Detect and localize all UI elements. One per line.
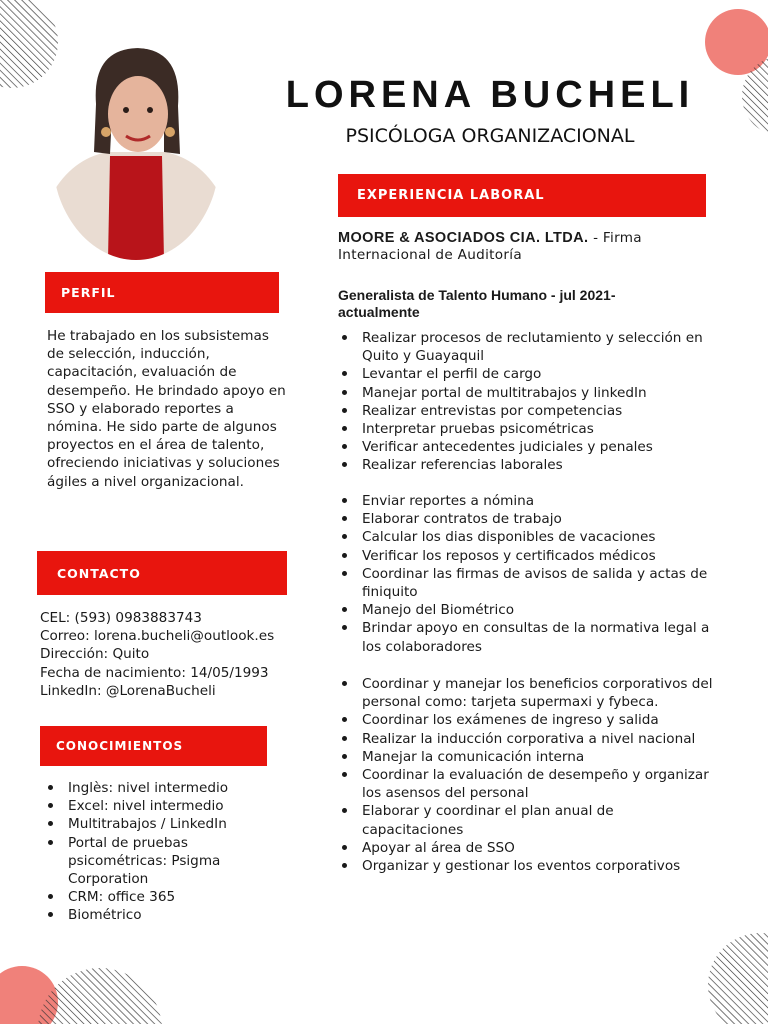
perfil-heading: PERFIL	[45, 272, 279, 313]
duties-list-1	[338, 329, 718, 475]
list-item: Brindar apoyo en consultas de la normativa legal a los colaboradores	[338, 619, 718, 655]
hatched-circle-bottom-right	[708, 933, 768, 1024]
list-item: Portal de pruebas psicométricas: Psigma Corporation	[44, 834, 264, 889]
list-item: Manejo del Biométrico	[338, 601, 718, 619]
profile-photo	[52, 44, 220, 260]
list-item: Realizar referencias laborales	[338, 456, 718, 474]
list-item: Manejar portal de multitrabajos y linkedIn	[338, 384, 718, 402]
list-item: Coordinar las firmas de avisos de salida y actas de finiquito	[338, 565, 718, 601]
duties-list-3	[338, 675, 718, 875]
contact-email: Correo: lorena.bucheli@outlook.es	[40, 628, 275, 645]
list-item: Coordinar y manejar los beneficios corporativos del personal como: tarjeta supermaxi y fybeca.	[338, 675, 718, 711]
list-item: Realizar entrevistas por competencias	[338, 402, 718, 420]
company-line	[338, 230, 718, 264]
list-item: Apoyar al área de SSO	[338, 839, 718, 857]
skills-list	[44, 779, 264, 925]
company-name: MOORE & ASOCIADOS CIA. LTDA.	[338, 230, 589, 246]
experiencia-heading: EXPERIENCIA LABORAL	[338, 174, 706, 217]
contact-address: Dirección: Quito	[40, 646, 150, 663]
list-item: Verificar los reposos y certificados médicos	[338, 547, 718, 565]
list-item: Multitrabajos / LinkedIn	[44, 815, 264, 833]
contact-linkedin: LinkedIn: @LorenaBucheli	[40, 682, 216, 699]
list-item: Inglès: nivel intermedio	[44, 779, 264, 797]
list-item: Realizar procesos de reclutamiento y selección en Quito y Guayaquil	[338, 329, 718, 365]
hatched-circle-top-left	[0, 0, 58, 88]
list-item: Realizar la inducción corporativa a nivel nacional	[338, 730, 718, 748]
candidate-name: LORENA BUCHELI	[285, 74, 695, 116]
list-item: Organizar y gestionar los eventos corporativos	[338, 857, 718, 875]
contact-block	[40, 609, 300, 700]
list-item: Elaborar y coordinar el plan anual de capacitaciones	[338, 802, 718, 838]
list-item: Verificar antecedentes judiciales y penales	[338, 438, 718, 456]
job-position: Generalista de Talento Humano - jul 2021- actualmente	[338, 287, 616, 320]
list-item: Excel: nivel intermedio	[44, 797, 264, 815]
conocimientos-heading: CONOCIMIENTOS	[40, 726, 267, 766]
list-item: Levantar el perfil de cargo	[338, 365, 718, 383]
list-item: Interpretar pruebas psicométricas	[338, 420, 718, 438]
list-item: Coordinar la evaluación de desempeño y organizar los asensos del personal	[338, 766, 718, 802]
list-item: Calcular los dias disponibles de vacaciones	[338, 528, 718, 546]
list-item: Manejar la comunicación interna	[338, 748, 718, 766]
hatched-circle-bottom-left	[38, 968, 162, 1024]
list-item: CRM: office 365	[44, 888, 264, 906]
candidate-title: PSICÓLOGA ORGANIZACIONAL	[345, 125, 635, 147]
list-item: Coordinar los exámenes de ingreso y salida	[338, 711, 718, 729]
contact-birthdate: Fecha de nacimiento: 14/05/1993	[40, 664, 269, 681]
list-item: Enviar reportes a nómina	[338, 492, 718, 510]
list-item: Elaborar contratos de trabajo	[338, 510, 718, 528]
perfil-text: He trabajado en los subsistemas de selección, inducción, capacitación, evaluación de desempeño. He brindado apoyo en SSO y elaborado reportes a nómina. He sido parte de algunos proyectos en el área de talento, ofreciendo iniciativas y soluciones ágiles a nivel organizacional.	[47, 328, 286, 490]
company-description: - Firma Internacional de Auditoría	[338, 230, 642, 263]
contacto-heading: CONTACTO	[37, 551, 287, 595]
duties-list-2	[338, 492, 718, 656]
list-item: Biométrico	[44, 906, 264, 924]
contact-phone: CEL: (593) 0983883743	[40, 610, 202, 626]
